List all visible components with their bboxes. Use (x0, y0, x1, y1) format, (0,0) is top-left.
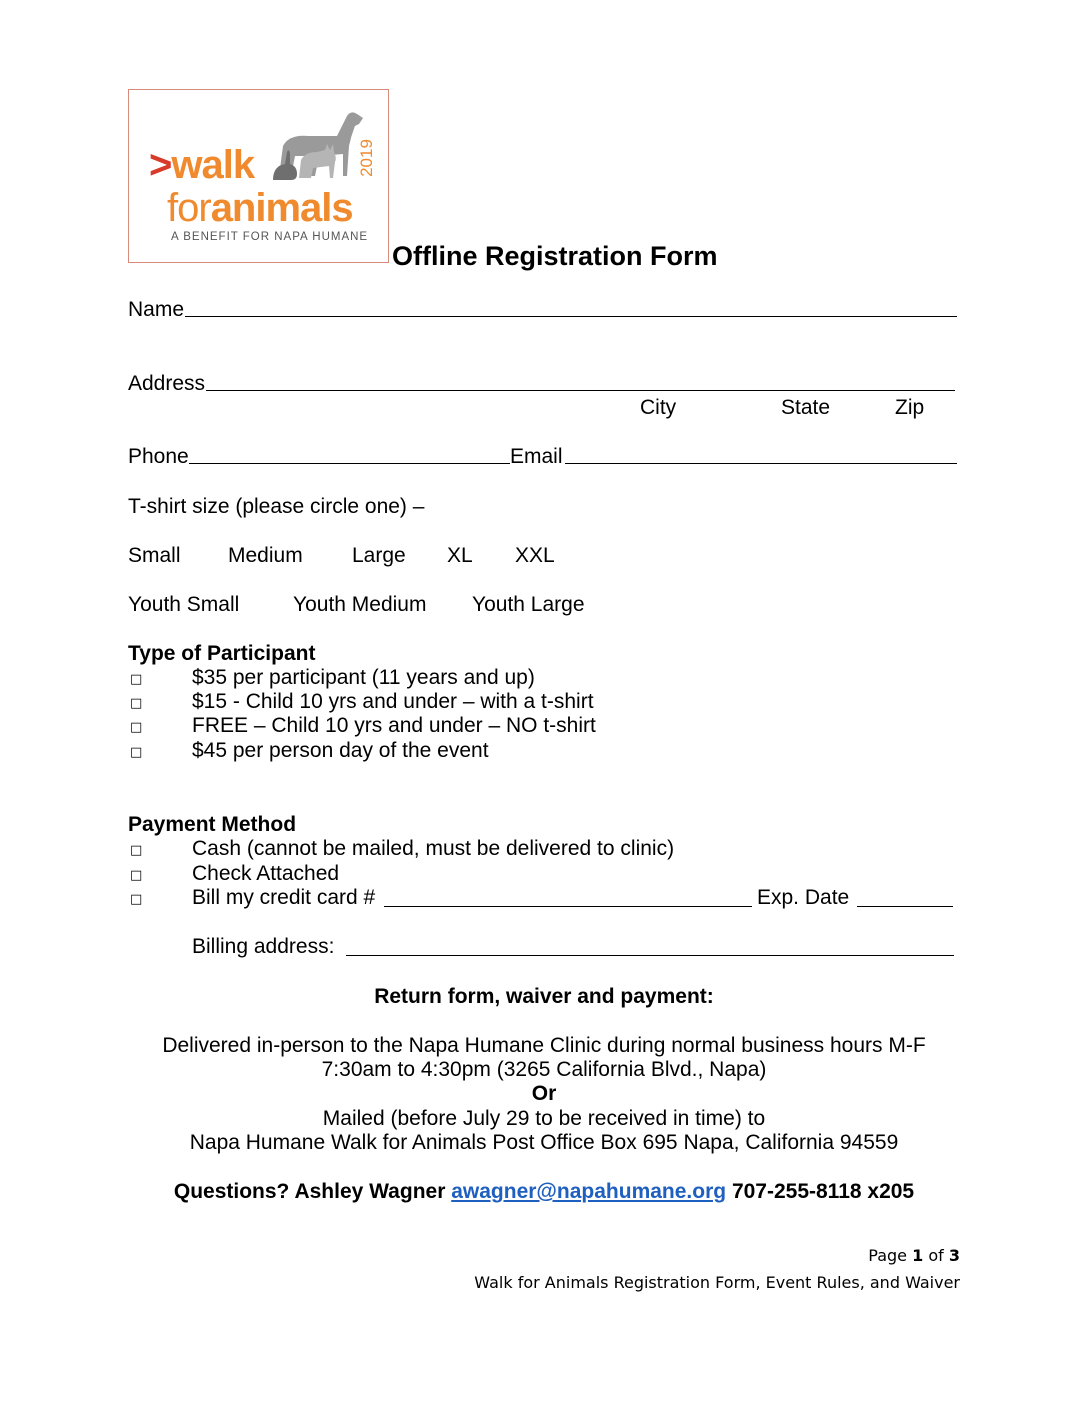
tshirt-prompt: T-shirt size (please circle one) – (128, 495, 425, 518)
questions-line (0, 1180, 1088, 1204)
payment-heading: Payment Method (128, 813, 297, 836)
logo-tagline: A BENEFIT FOR NAPA HUMANE (171, 231, 369, 243)
page-number: Page 1 of 3 (868, 1246, 960, 1265)
return-line-3: Mailed (before July 29 to be received in time) to (322, 1107, 766, 1130)
billing-address-label: Billing address: (192, 935, 335, 958)
participant-option-label: $45 per person day of the event (192, 739, 489, 762)
city-label: City (640, 396, 677, 419)
return-or: Or (531, 1082, 557, 1105)
size-option-small[interactable]: Small (128, 544, 181, 567)
size-option-xxl[interactable]: XXL (515, 544, 555, 567)
participant-heading: Type of Participant (128, 642, 316, 665)
logo-walk-text: >walk (149, 143, 255, 187)
zip-label: Zip (895, 396, 925, 419)
form-title: Offline Registration Form (392, 241, 718, 271)
logo-for-animals-text: foranimals (167, 186, 353, 230)
address-label: Address (128, 372, 206, 395)
exp-date-label: Exp. Date (757, 886, 850, 909)
participant-checkbox-3[interactable]: □ (130, 720, 143, 735)
exp-date-field[interactable] (857, 906, 953, 907)
size-option-youth-large[interactable]: Youth Large (472, 593, 585, 616)
contact-email-link[interactable]: awagner@napahumane.org (451, 1180, 727, 1203)
return-heading: Return form, waiver and payment: (374, 985, 714, 1008)
size-option-xl[interactable]: XL (447, 544, 473, 567)
return-line-2: 7:30am to 4:30pm (3265 California Blvd., Napa) (321, 1058, 767, 1081)
phone-label: Phone (128, 445, 189, 468)
address-field[interactable] (206, 390, 955, 391)
payment-option-card: Bill my credit card # (192, 886, 376, 909)
email-label: Email (510, 445, 563, 468)
name-field[interactable] (185, 316, 957, 317)
questions-prefix: Questions? Ashley Wagner (173, 1180, 446, 1203)
size-option-youth-medium[interactable]: Youth Medium (293, 593, 427, 616)
payment-checkbox-check[interactable]: □ (130, 868, 143, 883)
participant-checkbox-4[interactable]: □ (130, 745, 143, 760)
participant-option-label: $35 per participant (11 years and up) (192, 666, 535, 689)
size-option-youth-small[interactable]: Youth Small (128, 593, 240, 616)
size-option-medium[interactable]: Medium (228, 544, 303, 567)
return-line-4: Napa Humane Walk for Animals Post Office Box 695 Napa, California 94559 (189, 1131, 899, 1154)
name-label: Name (128, 298, 185, 321)
phone-field[interactable] (189, 463, 510, 464)
footer-doc-title: Walk for Animals Registration Form, Event Rules, and Waiver (474, 1273, 960, 1292)
participant-option-label: $15 - Child 10 yrs and under – with a t-shirt (192, 690, 594, 713)
size-option-large[interactable]: Large (352, 544, 406, 567)
payment-checkbox-cash[interactable]: □ (130, 843, 143, 858)
payment-option-cash: Cash (cannot be mailed, must be delivered to clinic) (192, 837, 675, 860)
participant-checkbox-1[interactable]: □ (130, 672, 143, 687)
payment-option-check: Check Attached (192, 862, 340, 885)
return-line-1: Delivered in-person to the Napa Humane Clinic during normal business hours M-F (162, 1034, 926, 1057)
billing-address-field[interactable] (346, 955, 954, 956)
animals-silhouette-icon (259, 106, 369, 186)
participant-checkbox-2[interactable]: □ (130, 696, 143, 711)
logo-year: 2019 (357, 139, 376, 177)
email-field[interactable] (565, 463, 957, 464)
credit-card-number-field[interactable] (384, 906, 752, 907)
payment-checkbox-card[interactable]: □ (130, 892, 143, 907)
walk-for-animals-logo (128, 89, 389, 263)
contact-phone: 707-255-8118 x205 (731, 1180, 915, 1203)
state-label: State (781, 396, 831, 419)
participant-option-label: FREE – Child 10 yrs and under – NO t-shirt (192, 714, 596, 737)
